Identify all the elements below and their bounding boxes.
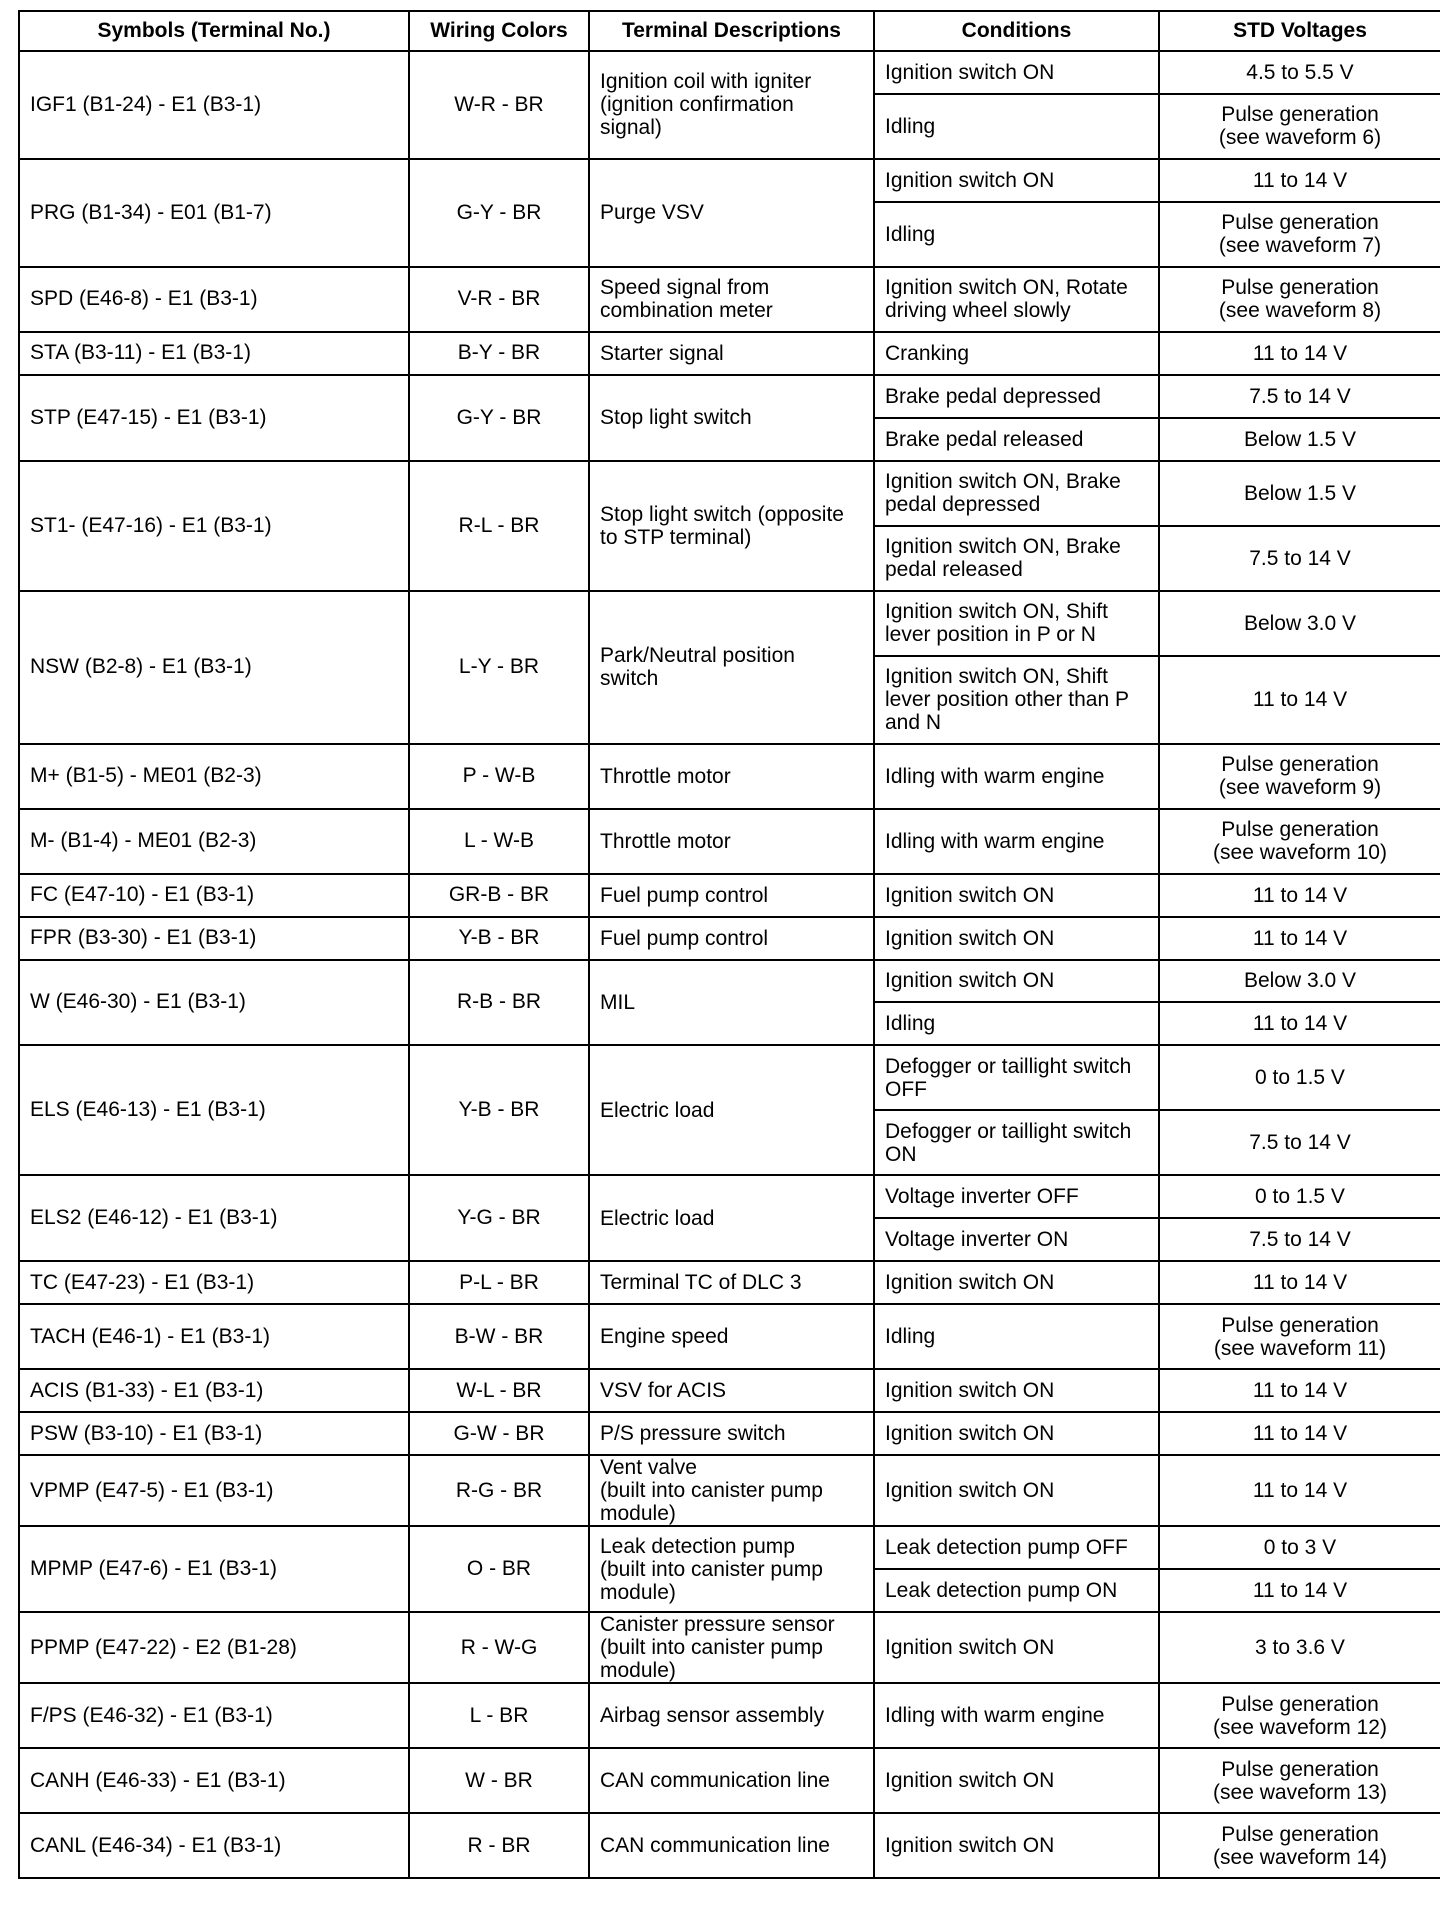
- condition-line: Ignition switch ON: [885, 168, 1055, 192]
- condition: [874, 1612, 1159, 1683]
- std-voltage: [1159, 1110, 1440, 1175]
- voltage-line: (see waveform 14): [1213, 1845, 1387, 1869]
- terminal-symbol: PRG (B1-34) - E01 (B1-7): [19, 159, 409, 267]
- std-voltage: [1159, 656, 1440, 744]
- voltage-line: Pulse generation: [1221, 276, 1379, 300]
- voltage-line: Pulse generation: [1221, 753, 1379, 777]
- condition: [874, 1526, 1159, 1569]
- condition: [874, 461, 1159, 526]
- table-row: [19, 744, 1440, 809]
- condition: [874, 1683, 1159, 1748]
- condition: [874, 375, 1159, 418]
- table-row: [19, 461, 1440, 526]
- wiring-color: W-L - BR: [409, 1369, 589, 1412]
- condition-line: Idling with warm engine: [885, 1704, 1105, 1728]
- terminal-symbol: F/PS (E46-32) - E1 (B3-1): [19, 1683, 409, 1748]
- std-voltage: [1159, 917, 1440, 960]
- description-line: Stop light switch (opposite: [600, 502, 844, 526]
- std-voltage: [1159, 1526, 1440, 1569]
- voltage-line: 11 to 14 V: [1252, 1422, 1348, 1446]
- terminal-symbol: STA (B3-11) - E1 (B3-1): [19, 332, 409, 375]
- condition-line: Leak detection pump OFF: [885, 1536, 1128, 1560]
- std-voltage: [1159, 1412, 1440, 1455]
- std-voltage: [1159, 1261, 1440, 1304]
- table-row: [19, 874, 1440, 917]
- condition-line: Ignition switch ON: [885, 1422, 1055, 1446]
- condition: [874, 1110, 1159, 1175]
- voltage-line: 0 to 1.5 V: [1255, 1066, 1345, 1090]
- wiring-color: Y-B - BR: [409, 1045, 589, 1175]
- condition-line: Ignition switch ON: [885, 1271, 1055, 1295]
- condition-line: Ignition switch ON, Shift: [885, 665, 1108, 689]
- condition-line: Cranking: [885, 341, 970, 365]
- wiring-color: R-B - BR: [409, 960, 589, 1046]
- condition-line: Ignition switch ON, Brake: [885, 470, 1121, 494]
- terminal-description: [589, 267, 874, 332]
- wiring-color: GR-B - BR: [409, 874, 589, 917]
- table-row: [19, 267, 1440, 332]
- description-line: VSV for ACIS: [600, 1379, 727, 1403]
- condition: [874, 267, 1159, 332]
- header-std-voltages: STD Voltages: [1159, 11, 1440, 51]
- condition-line: Voltage inverter ON: [885, 1228, 1069, 1252]
- condition: [874, 1218, 1159, 1261]
- condition-line: Idling: [885, 222, 936, 246]
- table-row: [19, 1045, 1440, 1110]
- wiring-color: R-L - BR: [409, 461, 589, 591]
- condition-line: Idling with warm engine: [885, 764, 1105, 788]
- description-line: Electric load: [600, 1098, 715, 1122]
- std-voltage: [1159, 51, 1440, 94]
- wiring-color: P-L - BR: [409, 1261, 589, 1304]
- description-line: module): [600, 1502, 676, 1526]
- table-row: [19, 332, 1440, 375]
- terminal-symbol: CANL (E46-34) - E1 (B3-1): [19, 1813, 409, 1878]
- condition-line: Leak detection pump ON: [885, 1579, 1118, 1603]
- wiring-color: B-Y - BR: [409, 332, 589, 375]
- condition-line: driving wheel slowly: [885, 299, 1071, 323]
- condition-line: Ignition switch ON: [885, 1479, 1055, 1503]
- description-line: Fuel pump control: [600, 926, 769, 950]
- table-row: [19, 1813, 1440, 1878]
- voltage-line: 11 to 14 V: [1252, 926, 1348, 950]
- table-row: [19, 809, 1440, 874]
- condition: [874, 1045, 1159, 1110]
- voltage-line: 11 to 14 V: [1252, 1012, 1348, 1036]
- condition: [874, 332, 1159, 375]
- description-line: Fuel pump control: [600, 883, 769, 907]
- terminal-description: [589, 874, 874, 917]
- wiring-color: O - BR: [409, 1526, 589, 1612]
- terminal-voltage-table: [18, 10, 1440, 1879]
- condition-line: Ignition switch ON: [885, 1834, 1055, 1858]
- voltage-line: (see waveform 10): [1213, 841, 1387, 865]
- std-voltage: [1159, 375, 1440, 418]
- condition-line: Ignition switch ON: [885, 60, 1055, 84]
- condition: [874, 1412, 1159, 1455]
- std-voltage: [1159, 1813, 1440, 1878]
- terminal-symbol: PPMP (E47-22) - E2 (B1-28): [19, 1612, 409, 1683]
- condition: [874, 526, 1159, 591]
- voltage-line: 3 to 3.6 V: [1255, 1636, 1345, 1660]
- description-line: Purge VSV: [600, 201, 704, 225]
- std-voltage: [1159, 267, 1440, 332]
- condition: [874, 874, 1159, 917]
- std-voltage: [1159, 960, 1440, 1003]
- wiring-color: R - BR: [409, 1813, 589, 1878]
- table-row: [19, 1455, 1440, 1526]
- terminal-description: [589, 1175, 874, 1261]
- description-line: Terminal TC of DLC 3: [600, 1271, 802, 1295]
- description-line: Vent valve: [600, 1456, 697, 1480]
- condition-line: pedal depressed: [885, 493, 1041, 517]
- table-row: [19, 51, 1440, 94]
- terminal-symbol: FPR (B3-30) - E1 (B3-1): [19, 917, 409, 960]
- condition: [874, 202, 1159, 267]
- condition: [874, 1748, 1159, 1813]
- std-voltage: [1159, 94, 1440, 159]
- wiring-color: L - W-B: [409, 809, 589, 874]
- terminal-description: [589, 917, 874, 960]
- terminal-description: [589, 375, 874, 461]
- voltage-line: 7.5 to 14 V: [1249, 1131, 1351, 1155]
- terminal-symbol: TC (E47-23) - E1 (B3-1): [19, 1261, 409, 1304]
- terminal-description: [589, 332, 874, 375]
- terminal-symbol: MPMP (E47-6) - E1 (B3-1): [19, 1526, 409, 1612]
- condition: [874, 418, 1159, 461]
- description-line: (built into canister pump: [600, 1557, 823, 1581]
- condition-line: Ignition switch ON: [885, 1379, 1055, 1403]
- description-line: MIL: [600, 990, 636, 1014]
- description-line: CAN communication line: [600, 1834, 830, 1858]
- voltage-line: (see waveform 8): [1218, 299, 1382, 323]
- header-symbols: Symbols (Terminal No.): [19, 11, 409, 51]
- condition-line: Idling with warm engine: [885, 829, 1105, 853]
- std-voltage: [1159, 418, 1440, 461]
- terminal-symbol: NSW (B2-8) - E1 (B3-1): [19, 591, 409, 744]
- voltage-line: 0 to 1.5 V: [1255, 1185, 1345, 1209]
- std-voltage: [1159, 202, 1440, 267]
- voltage-line: 4.5 to 5.5 V: [1246, 60, 1354, 84]
- terminal-voltage-sheet: [18, 10, 1440, 1910]
- terminal-description: [589, 1261, 874, 1304]
- header-row: [19, 11, 1440, 51]
- voltage-line: 11 to 14 V: [1252, 168, 1348, 192]
- voltage-line: Pulse generation: [1221, 818, 1379, 842]
- voltage-line: 7.5 to 14 V: [1249, 384, 1351, 408]
- table-row: [19, 375, 1440, 418]
- description-line: Leak detection pump: [600, 1534, 795, 1558]
- condition: [874, 159, 1159, 202]
- description-line: Throttle motor: [600, 829, 731, 853]
- voltage-line: (see waveform 6): [1218, 126, 1382, 150]
- terminal-description: [589, 1045, 874, 1175]
- voltage-line: 0 to 3 V: [1263, 1536, 1337, 1560]
- terminal-description: [589, 1526, 874, 1612]
- table-row: [19, 159, 1440, 202]
- condition-line: Idling: [885, 1325, 936, 1349]
- table-row: [19, 917, 1440, 960]
- voltage-line: Pulse generation: [1221, 1757, 1379, 1781]
- terminal-symbol: SPD (E46-8) - E1 (B3-1): [19, 267, 409, 332]
- description-line: module): [600, 1580, 676, 1604]
- std-voltage: [1159, 526, 1440, 591]
- voltage-line: 7.5 to 14 V: [1249, 546, 1351, 570]
- voltage-line: 11 to 14 V: [1252, 1579, 1348, 1603]
- voltage-line: Below 1.5 V: [1243, 427, 1357, 451]
- wiring-color: Y-B - BR: [409, 917, 589, 960]
- wiring-color: R-G - BR: [409, 1455, 589, 1526]
- header-terminal-descriptions: Terminal Descriptions: [589, 11, 874, 51]
- voltage-line: 11 to 14 V: [1252, 1479, 1348, 1503]
- std-voltage: [1159, 1369, 1440, 1412]
- terminal-description: [589, 744, 874, 809]
- voltage-line: (see waveform 11): [1213, 1336, 1387, 1360]
- terminal-symbol: CANH (E46-33) - E1 (B3-1): [19, 1748, 409, 1813]
- voltage-line: (see waveform 9): [1218, 776, 1382, 800]
- std-voltage: [1159, 1612, 1440, 1683]
- voltage-line: Below 3.0 V: [1243, 611, 1357, 635]
- wiring-color: V-R - BR: [409, 267, 589, 332]
- voltage-line: Pulse generation: [1221, 1822, 1379, 1846]
- terminal-symbol: FC (E47-10) - E1 (B3-1): [19, 874, 409, 917]
- terminal-description: [589, 1612, 874, 1683]
- voltage-line: Pulse generation: [1221, 211, 1379, 235]
- description-line: Electric load: [600, 1206, 715, 1230]
- std-voltage: [1159, 1304, 1440, 1369]
- condition-line: Idling: [885, 114, 936, 138]
- header-conditions: Conditions: [874, 11, 1159, 51]
- description-line: Ignition coil with igniter: [600, 70, 812, 94]
- condition: [874, 51, 1159, 94]
- terminal-symbol: TACH (E46-1) - E1 (B3-1): [19, 1304, 409, 1369]
- terminal-symbol: M+ (B1-5) - ME01 (B2-3): [19, 744, 409, 809]
- terminal-description: [589, 461, 874, 591]
- table-row: [19, 1683, 1440, 1748]
- description-line: signal): [600, 116, 662, 140]
- std-voltage: [1159, 809, 1440, 874]
- voltage-line: Pulse generation: [1221, 1313, 1379, 1337]
- condition-line: Ignition switch ON: [885, 969, 1055, 993]
- condition-line: pedal released: [885, 558, 1023, 582]
- std-voltage: [1159, 1002, 1440, 1045]
- description-line: Engine speed: [600, 1325, 729, 1349]
- description-line: (built into canister pump: [600, 1479, 823, 1503]
- voltage-line: (see waveform 7): [1218, 234, 1382, 258]
- condition: [874, 809, 1159, 874]
- condition-line: and N: [885, 711, 942, 735]
- std-voltage: [1159, 1455, 1440, 1526]
- std-voltage: [1159, 1748, 1440, 1813]
- terminal-symbol: W (E46-30) - E1 (B3-1): [19, 960, 409, 1046]
- description-line: (built into canister pump: [600, 1636, 823, 1660]
- condition: [874, 1304, 1159, 1369]
- voltage-line: 11 to 14 V: [1252, 341, 1348, 365]
- terminal-description: [589, 159, 874, 267]
- condition-line: lever position other than P: [885, 688, 1129, 712]
- terminal-symbol: ELS2 (E46-12) - E1 (B3-1): [19, 1175, 409, 1261]
- description-line: CAN communication line: [600, 1769, 830, 1793]
- std-voltage: [1159, 159, 1440, 202]
- condition: [874, 94, 1159, 159]
- terminal-description: [589, 809, 874, 874]
- table-row: [19, 1261, 1440, 1304]
- terminal-symbol: IGF1 (B1-24) - E1 (B3-1): [19, 51, 409, 159]
- condition: [874, 1813, 1159, 1878]
- std-voltage: [1159, 1218, 1440, 1261]
- condition-line: Ignition switch ON, Brake: [885, 535, 1121, 559]
- terminal-description: [589, 1455, 874, 1526]
- wiring-color: B-W - BR: [409, 1304, 589, 1369]
- condition-line: Ignition switch ON: [885, 883, 1055, 907]
- condition-line: lever position in P or N: [885, 623, 1096, 647]
- voltage-line: 7.5 to 14 V: [1249, 1228, 1351, 1252]
- condition-line: ON: [885, 1142, 917, 1166]
- table-row: [19, 1369, 1440, 1412]
- condition: [874, 656, 1159, 744]
- description-line: Stop light switch: [600, 406, 752, 430]
- terminal-description: [589, 1304, 874, 1369]
- terminal-symbol: ST1- (E47-16) - E1 (B3-1): [19, 461, 409, 591]
- terminal-description: [589, 1369, 874, 1412]
- std-voltage: [1159, 1683, 1440, 1748]
- terminal-description: [589, 1748, 874, 1813]
- description-line: to STP terminal): [600, 525, 752, 549]
- voltage-line: Pulse generation: [1221, 103, 1379, 127]
- condition-line: Ignition switch ON, Rotate: [885, 276, 1128, 300]
- description-line: switch: [600, 667, 659, 691]
- terminal-description: [589, 1412, 874, 1455]
- condition-line: Idling: [885, 1012, 936, 1036]
- table-row: [19, 1748, 1440, 1813]
- condition: [874, 591, 1159, 656]
- terminal-symbol: M- (B1-4) - ME01 (B2-3): [19, 809, 409, 874]
- table-row: [19, 960, 1440, 1003]
- terminal-symbol: ELS (E46-13) - E1 (B3-1): [19, 1045, 409, 1175]
- table-row: [19, 1612, 1440, 1683]
- terminal-symbol: STP (E47-15) - E1 (B3-1): [19, 375, 409, 461]
- std-voltage: [1159, 1045, 1440, 1110]
- table-row: [19, 1412, 1440, 1455]
- std-voltage: [1159, 461, 1440, 526]
- terminal-description: [589, 1683, 874, 1748]
- terminal-symbol: VPMP (E47-5) - E1 (B3-1): [19, 1455, 409, 1526]
- terminal-description: [589, 960, 874, 1046]
- std-voltage: [1159, 591, 1440, 656]
- voltage-line: (see waveform 12): [1213, 1715, 1387, 1739]
- condition-line: OFF: [885, 1077, 927, 1101]
- wiring-color: L - BR: [409, 1683, 589, 1748]
- wiring-color: W - BR: [409, 1748, 589, 1813]
- description-line: Starter signal: [600, 341, 724, 365]
- std-voltage: [1159, 332, 1440, 375]
- voltage-line: 11 to 14 V: [1252, 1379, 1348, 1403]
- condition: [874, 1261, 1159, 1304]
- table-body: [19, 51, 1440, 1878]
- table-row: [19, 1175, 1440, 1218]
- voltage-line: Below 3.0 V: [1243, 969, 1357, 993]
- voltage-line: Below 1.5 V: [1243, 481, 1357, 505]
- condition: [874, 744, 1159, 809]
- wiring-color: P - W-B: [409, 744, 589, 809]
- description-line: Speed signal from: [600, 276, 770, 300]
- description-line: Park/Neutral position: [600, 644, 795, 668]
- condition: [874, 1175, 1159, 1218]
- table-row: [19, 1526, 1440, 1569]
- std-voltage: [1159, 874, 1440, 917]
- wiring-color: L-Y - BR: [409, 591, 589, 744]
- std-voltage: [1159, 744, 1440, 809]
- condition: [874, 917, 1159, 960]
- description-line: combination meter: [600, 299, 773, 323]
- header-wiring-colors: Wiring Colors: [409, 11, 589, 51]
- condition-line: Ignition switch ON: [885, 1636, 1055, 1660]
- terminal-symbol: PSW (B3-10) - E1 (B3-1): [19, 1412, 409, 1455]
- condition-line: Ignition switch ON: [885, 1769, 1055, 1793]
- condition: [874, 960, 1159, 1003]
- condition-line: Defogger or taillight switch: [885, 1119, 1132, 1143]
- terminal-symbol: ACIS (B1-33) - E1 (B3-1): [19, 1369, 409, 1412]
- condition-line: Ignition switch ON: [885, 926, 1055, 950]
- description-line: (ignition confirmation: [600, 93, 794, 117]
- voltage-line: 11 to 14 V: [1252, 1271, 1348, 1295]
- voltage-line: (see waveform 13): [1213, 1780, 1387, 1804]
- description-line: Canister pressure sensor: [600, 1613, 835, 1637]
- description-line: Airbag sensor assembly: [600, 1704, 825, 1728]
- condition: [874, 1002, 1159, 1045]
- wiring-color: W-R - BR: [409, 51, 589, 159]
- std-voltage: [1159, 1175, 1440, 1218]
- condition-line: Brake pedal released: [885, 427, 1084, 451]
- wiring-color: G-W - BR: [409, 1412, 589, 1455]
- voltage-line: Pulse generation: [1221, 1692, 1379, 1716]
- condition: [874, 1369, 1159, 1412]
- terminal-description: [589, 51, 874, 159]
- condition: [874, 1455, 1159, 1526]
- condition-line: Voltage inverter OFF: [885, 1185, 1079, 1209]
- wiring-color: R - W-G: [409, 1612, 589, 1683]
- condition-line: Brake pedal depressed: [885, 384, 1101, 408]
- voltage-line: 11 to 14 V: [1252, 883, 1348, 907]
- description-line: Throttle motor: [600, 764, 731, 788]
- wiring-color: G-Y - BR: [409, 159, 589, 267]
- terminal-description: [589, 1813, 874, 1878]
- condition-line: Ignition switch ON, Shift: [885, 600, 1108, 624]
- wiring-color: G-Y - BR: [409, 375, 589, 461]
- description-line: P/S pressure switch: [600, 1422, 786, 1446]
- description-line: module): [600, 1659, 676, 1683]
- std-voltage: [1159, 1569, 1440, 1612]
- condition: [874, 1569, 1159, 1612]
- voltage-line: 11 to 14 V: [1252, 688, 1348, 712]
- terminal-description: [589, 591, 874, 744]
- wiring-color: Y-G - BR: [409, 1175, 589, 1261]
- table-row: [19, 1304, 1440, 1369]
- condition-line: Defogger or taillight switch: [885, 1054, 1132, 1078]
- table-row: [19, 591, 1440, 656]
